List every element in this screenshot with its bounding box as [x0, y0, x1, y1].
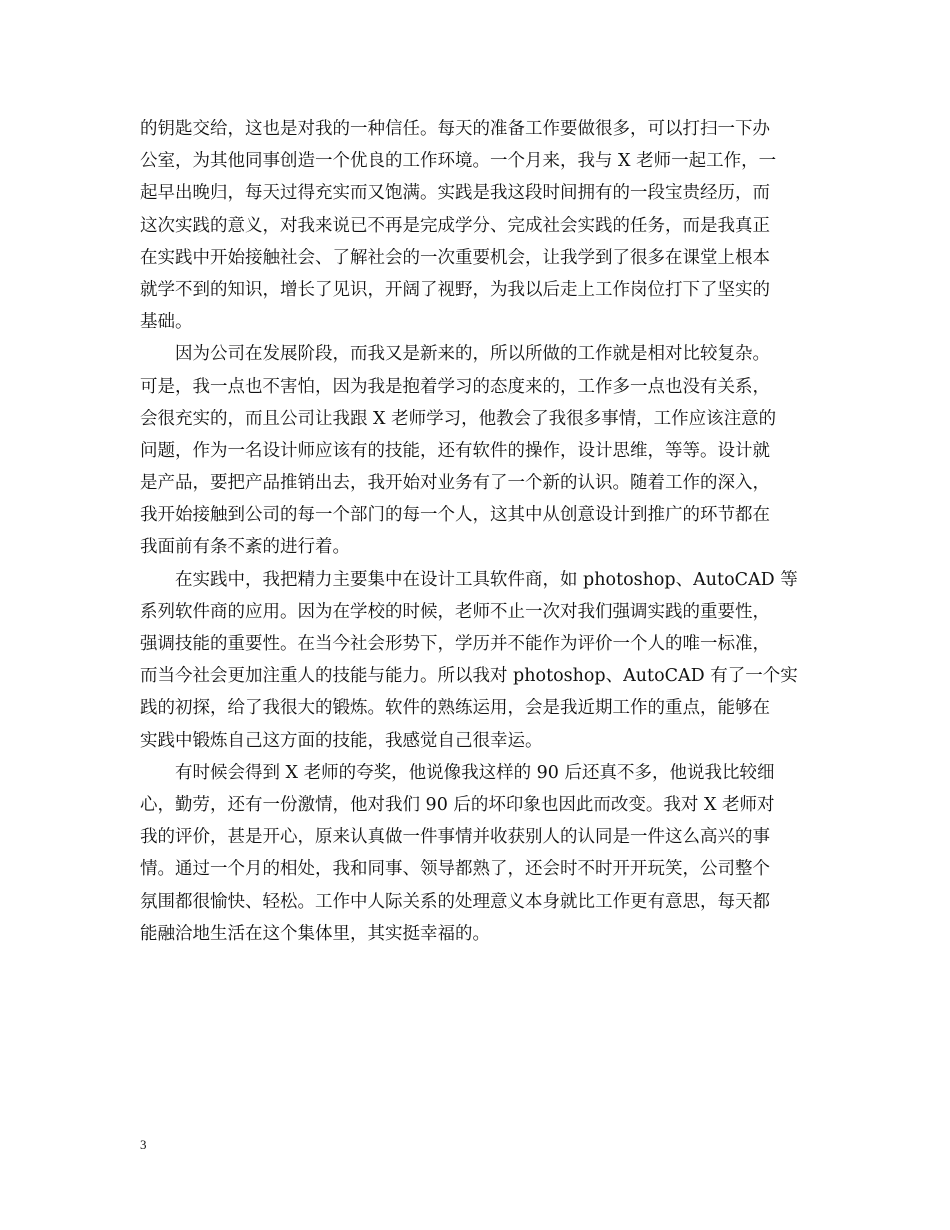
paragraph-first-line: 因为公司在发展阶段，而我又是新来的，所以所做的工作就是相对比较复杂。	[175, 344, 770, 365]
text-line: 起早出晚归，每天过得充实而又饱满。实践是我这段时间拥有的一段宝贵经历，而	[140, 183, 770, 204]
text-line: 这次实践的意义，对我来说已不再是完成学分、完成社会实践的任务，而是我真正	[140, 215, 770, 236]
text-line: 问题，作为一名设计师应该有的技能，还有软件的操作，设计思维，等等。设计就	[140, 440, 770, 461]
text-line: 践的初探，给了我很大的锻炼。软件的熟练运用，会是我近期工作的重点，能够在	[140, 698, 770, 719]
text-line: 实践中锻炼自己这方面的技能，我感觉自己很幸运。	[140, 730, 543, 751]
text-line: 心，勤劳，还有一份激情，他对我们 90 后的坏印象也因此而改变。我对 X 老师对	[140, 794, 775, 815]
page-number: 3	[140, 1137, 147, 1152]
text-line: 就学不到的知识，增长了见识，开阔了视野，为我以后走上工作岗位打下了坚实的	[140, 279, 770, 300]
text-line: 公室，为其他同事创造一个优良的工作环境。一个月来，我与 X 老师一起工作，一	[140, 151, 777, 172]
text-line: 在实践中开始接触社会、了解社会的一次重要机会，让我学到了很多在课堂上根本	[140, 247, 770, 268]
text-line: 可是，我一点也不害怕，因为我是抱着学习的态度来的，工作多一点也没有关系，	[140, 376, 770, 397]
text-line: 是产品，要把产品推销出去，我开始对业务有了一个新的认识。随着工作的深入，	[140, 473, 770, 494]
text-line: 氛围都很愉快、轻松。工作中人际关系的处理意义本身就比工作更有意思，每天都	[140, 891, 770, 912]
text-line: 基础。	[140, 312, 193, 333]
text-line: 情。通过一个月的相处，我和同事、领导都熟了，还会时不时开开玩笑，公司整个	[140, 859, 770, 880]
text-line: 能融洽地生活在这个集体里，其实挺幸福的。	[140, 923, 490, 944]
text-line: 会很充实的，而且公司让我跟 X 老师学习，他教会了我很多事情，工作应该注意的	[140, 408, 777, 429]
text-line: 强调技能的重要性。在当今社会形势下，学历并不能作为评价一个人的唯一标准，	[140, 634, 770, 654]
text-line: 的钥匙交给，这也是对我的一种信任。每天的准备工作要做很多，可以打扫一下办	[140, 119, 770, 139]
text-line: 我面前有条不紊的进行着。	[140, 537, 350, 558]
body-text	[140, 113, 812, 950]
text-line: 系列软件商的应用。因为在学校的时候，老师不止一次对我们强调实践的重要性，	[140, 601, 770, 622]
text-line: 而当今社会更加注重人的技能与能力。所以我对 photoshop、AutoCAD 有了一个实	[140, 666, 798, 687]
paragraph-first-line: 有时候会得到 X 老师的夸奖，他说像我这样的 90 后还真不多，他说我比较细	[175, 762, 775, 783]
text-line: 我的评价，甚是开心，原来认真做一件事情并收获别人的认同是一件这么高兴的事	[140, 827, 770, 848]
text-line: 我开始接触到公司的每一个部门的每一个人，这其中从创意设计到推广的环节都在	[140, 505, 770, 526]
paragraph-first-line: 在实践中，我把精力主要集中在设计工具软件商，如 photoshop、AutoCAD 等	[175, 569, 798, 590]
